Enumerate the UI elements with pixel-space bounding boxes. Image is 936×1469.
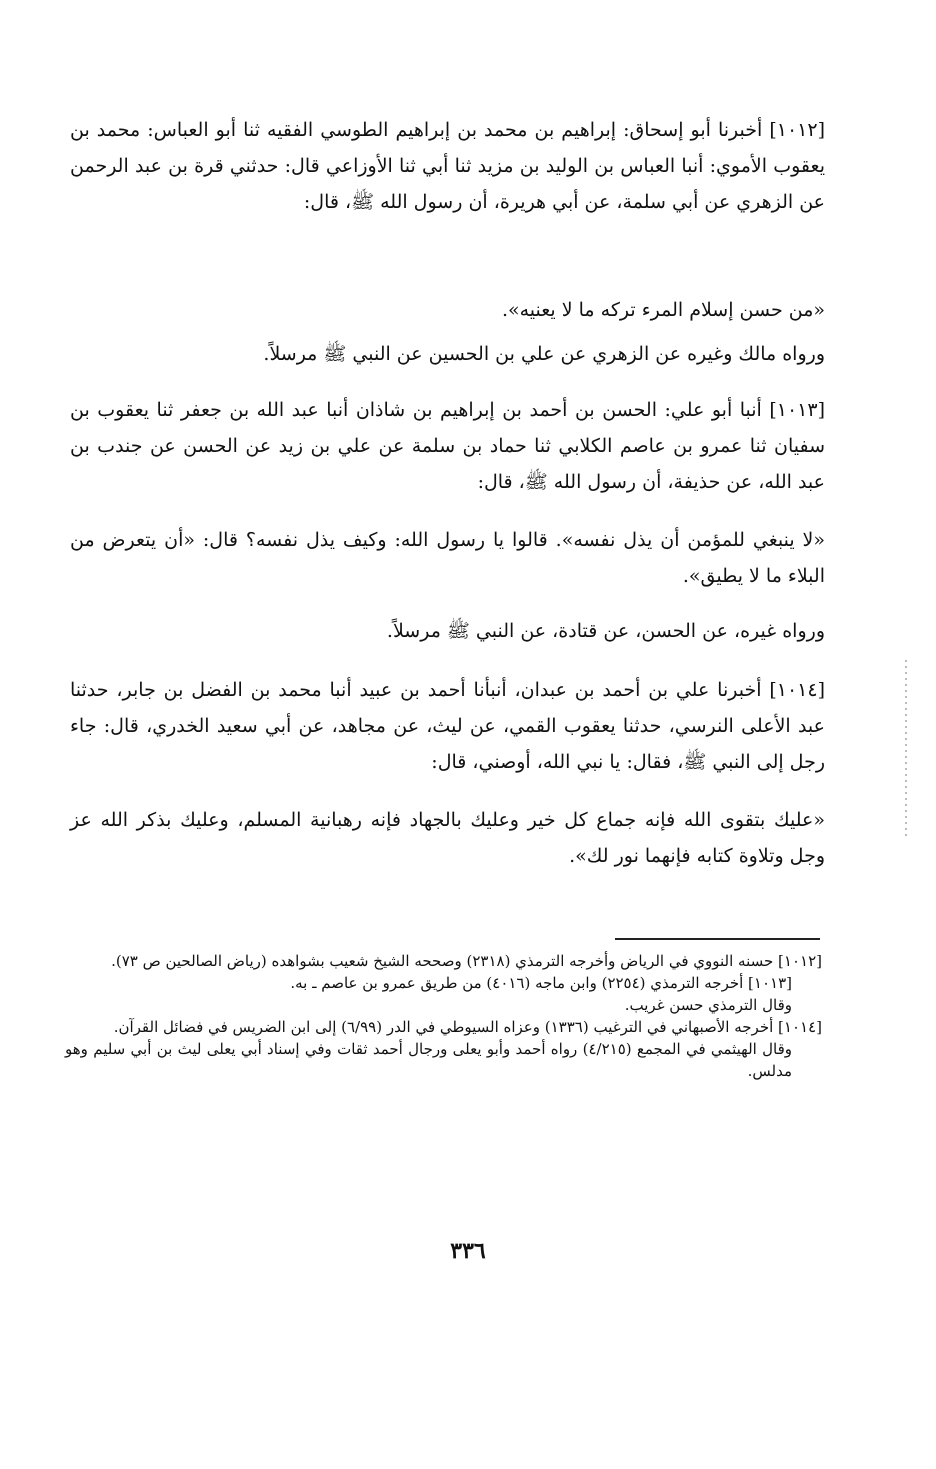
hadith-1013-isnad: [١٠١٣] أنبا أبو علي: الحسن بن أحمد بن إبراهيم بن شاذان أنبا عبد الله بن جعفر ثنا يعقوب بن سفيان ثنا عمرو بن عاصم الكلابي ثنا حماد بن سلمة عن علي بن زيد عن الحسن عن جندب بن عبد الله، عن حذيفة، أن رسول الله ﷺ، قال:: [70, 399, 825, 493]
hadith-1014-matn: «عليك بتقوى الله فإنه جماع كل خير وعليك بالجهاد فإنه رهبانية المسلم، وعليك بذكر الله عز وجل وتلاوة كتابه فإنهما نور لك».: [70, 809, 825, 867]
hadith-1014-isnad: [١٠١٤] أخبرنا علي بن أحمد بن عبدان، أنبأنا أحمد بن عبيد أنبا محمد بن الفضل بن جابر، حدثنا عبد الأعلى النرسي، حدثنا يعقوب القمي، عن ليث، عن مجاهد، عن أبي سعيد الخدري، قال: جاء رجل إلى النبي ﷺ، فقال: يا نبي الله، أوصني، قال:: [70, 679, 825, 773]
hadith-1012-matn: «من حسن إسلام المرء تركه ما لا يعنيه».: [501, 299, 825, 321]
footnote-separator: [615, 938, 820, 940]
hadith-1013-matn: «لا ينبغي للمؤمن أن يذل نفسه». قالوا يا رسول الله: وكيف يذل نفسه؟ قال: «أن يتعرض من البلاء ما لا يطيق».: [70, 529, 825, 587]
footnote-1012: [١٠١٢] حسنه النووي في الرياض وأخرجه الترمذي (٢٣١٨) وصححه الشيخ شعيب بشواهده (رياض الصالحين ص ٧٣).: [111, 952, 822, 970]
footnote-1013-extra: وقال الترمذي حسن غريب.: [624, 996, 792, 1014]
scan-margin-marks: [905, 660, 907, 840]
footnote-1014-extra: وقال الهيثمي في المجمع (٤/٢١٥) رواه أحمد وأبو يعلى ورجال أحمد ثقات وفي إسناد أبي يعلى ليث بن أبي سليم وهو مدلس.: [65, 1040, 793, 1080]
footnote-1014: [١٠١٤] أخرجه الأصبهاني في الترغيب (١٣٣٦) وعزاه السيوطي في الدر (٦/٩٩) إلى ابن الضريس في فضائل القرآن.: [113, 1018, 822, 1036]
footnotes: [65, 950, 822, 1082]
hadith-1012-note: ورواه مالك وغيره عن الزهري عن علي بن الحسين عن النبي ﷺ مرسلاً.: [263, 343, 825, 365]
footnote-1013: [١٠١٣] أخرجه الترمذي (٢٢٥٤) وابن ماجه (٤٠١٦) من طريق عمرو بن عاصم ـ به.: [290, 974, 792, 992]
hadith-1012-isnad: [١٠١٢] أخبرنا أبو إسحاق: إبراهيم بن محمد بن إبراهيم الطوسي الفقيه ثنا أبو العباس: محمد بن يعقوب الأموي: أنبا العباس بن الوليد بن مزيد ثنا أبي ثنا الأوزاعي قال: حدثني قرة بن عبد الرحمن عن الزهري عن أبي سلمة، عن أبي هريرة، أن رسول الله ﷺ، قال:: [70, 119, 825, 213]
page-number: ٣٣٦: [450, 1238, 486, 1264]
hadith-1013-note: ورواه غيره، عن الحسن، عن قتادة، عن النبي ﷺ مرسلاً.: [386, 620, 825, 642]
